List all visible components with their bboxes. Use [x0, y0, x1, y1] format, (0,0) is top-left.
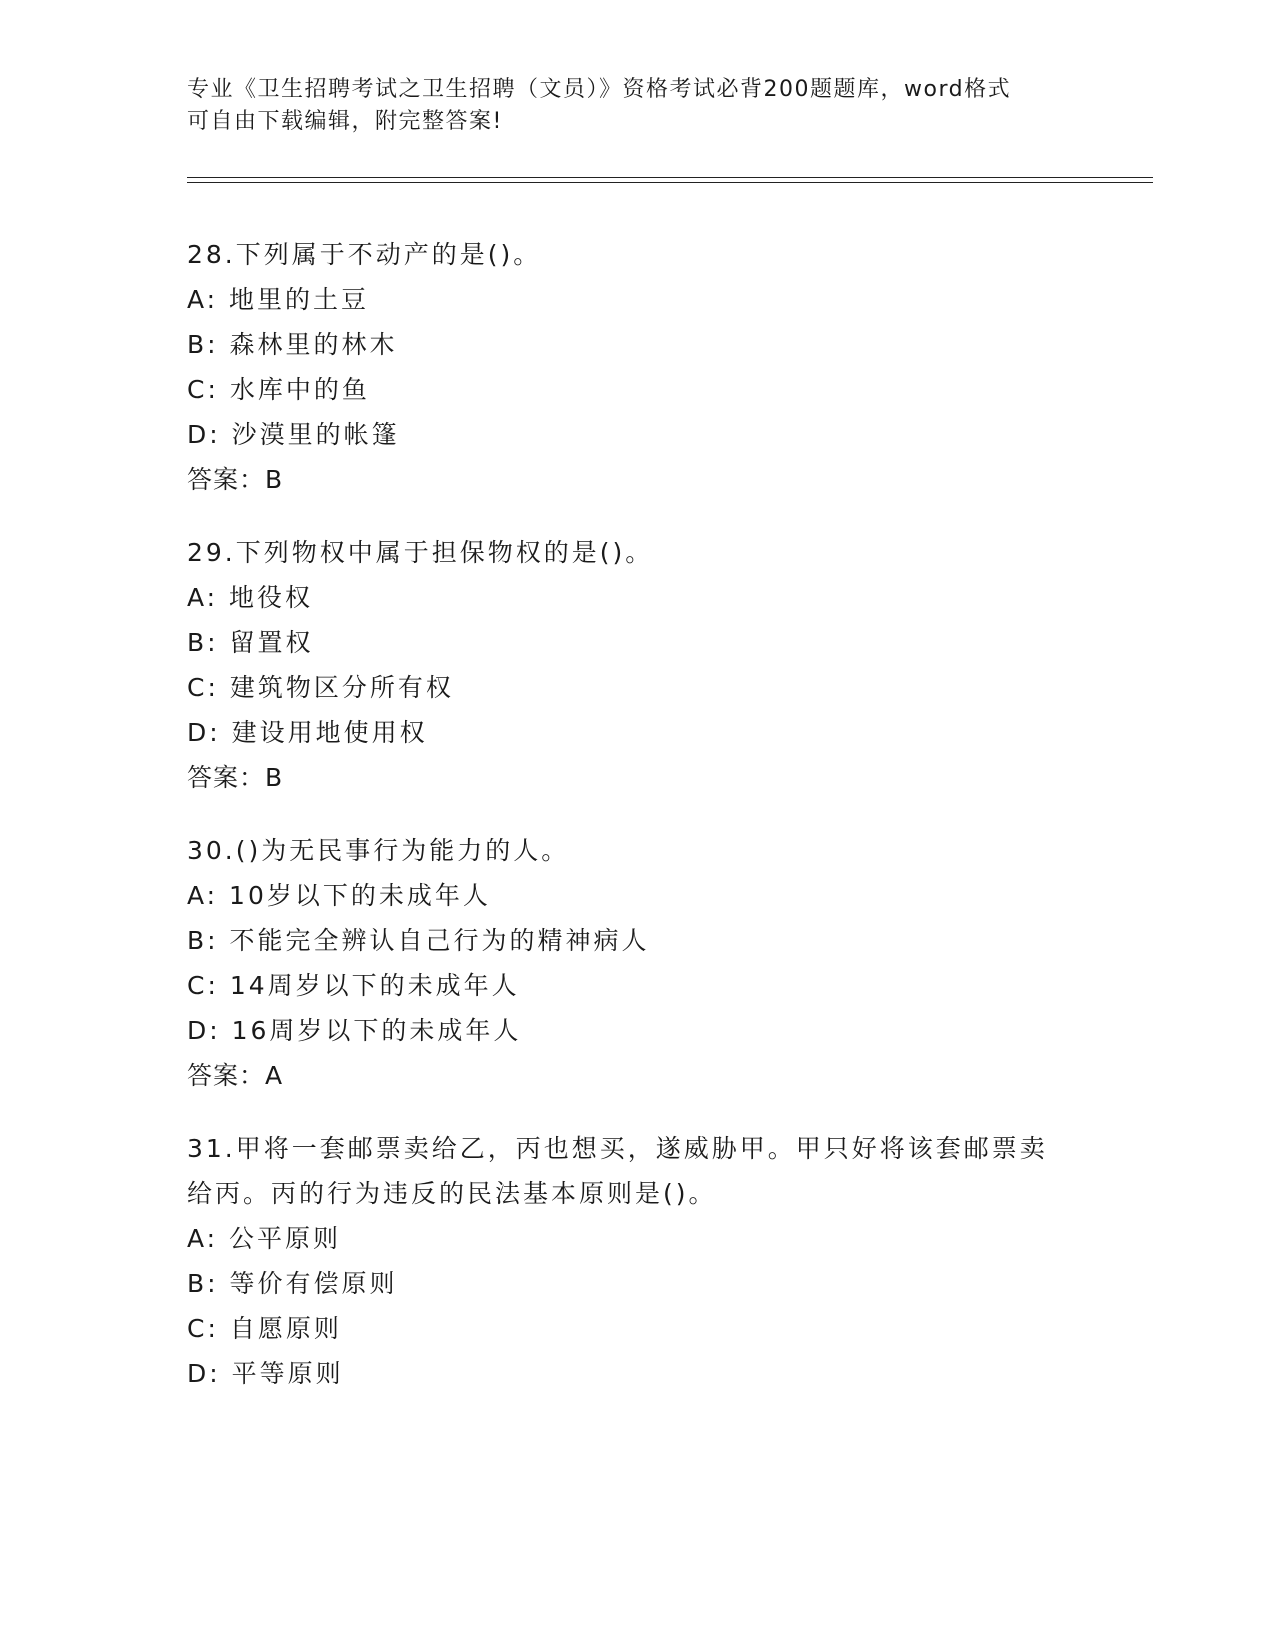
- question-stem: 30.()为无民事行为能力的人。: [187, 836, 570, 865]
- question-stem-line-1: 31.甲将一套邮票卖给乙，丙也想买，遂威胁甲。甲只好将该套邮票卖: [187, 1134, 1048, 1163]
- option-c: C: 14周岁以下的未成年人: [187, 971, 520, 1000]
- question-stem-line-2: 给丙。丙的行为违反的民法基本原则是()。: [187, 1179, 717, 1208]
- option-d: D: 建设用地使用权: [187, 718, 428, 747]
- option-a: A: 公平原则: [187, 1224, 342, 1253]
- option-b: B: 不能完全辨认自己行为的精神病人: [187, 926, 650, 955]
- option-c: C: 建筑物区分所有权: [187, 673, 454, 702]
- answer-line: 答案：B: [187, 763, 284, 792]
- option-d: D: 沙漠里的帐篷: [187, 420, 400, 449]
- question-30: [187, 828, 1087, 1098]
- question-28: [187, 232, 1087, 502]
- option-b: B: 森林里的林木: [187, 330, 398, 359]
- question-list: [187, 232, 1087, 1424]
- question-stem: 28.下列属于不动产的是()。: [187, 240, 542, 269]
- question-31: [187, 1126, 1087, 1396]
- header-divider-top: [187, 177, 1153, 178]
- question-stem: 29.下列物权中属于担保物权的是()。: [187, 538, 654, 567]
- option-b: B: 留置权: [187, 628, 314, 657]
- option-a: A: 地里的土豆: [187, 285, 370, 314]
- option-c: C: 自愿原则: [187, 1314, 342, 1343]
- question-29: [187, 530, 1087, 800]
- header-line-2: 可自由下载编辑，附完整答案!: [187, 109, 503, 134]
- document-header: [187, 74, 1087, 138]
- header-line-1: 专业《卫生招聘考试之卫生招聘（文员）》资格考试必背200题题库，word格式: [187, 77, 1012, 102]
- option-d: D: 平等原则: [187, 1359, 344, 1388]
- option-a: A: 地役权: [187, 583, 314, 612]
- option-b: B: 等价有偿原则: [187, 1269, 398, 1298]
- answer-line: 答案：B: [187, 465, 284, 494]
- option-a: A: 10岁以下的未成年人: [187, 881, 491, 910]
- option-c: C: 水库中的鱼: [187, 375, 370, 404]
- header-divider-bottom: [187, 182, 1153, 183]
- answer-line: 答案：A: [187, 1061, 284, 1090]
- option-d: D: 16周岁以下的未成年人: [187, 1016, 522, 1045]
